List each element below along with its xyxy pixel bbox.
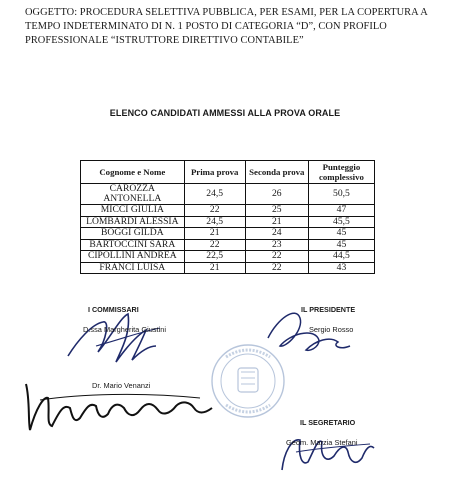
cell-first-test: 24,5 xyxy=(184,216,245,228)
subject-line-1: OGGETTO: PROCEDURA SELETTIVA PUBBLICA, PER ESAMI, PER LA COPERTURA A xyxy=(25,7,428,18)
col-header-total: Punteggio complessivo xyxy=(308,161,374,184)
signature-giustini xyxy=(68,314,156,362)
list-title: ELENCO CANDIDATI AMMESSI ALLA PROVA ORALE xyxy=(109,108,341,118)
cell-name: BOGGI GILDA xyxy=(81,228,185,240)
cell-name: FRANCI LUISA xyxy=(81,262,185,274)
cell-first-test: 22 xyxy=(184,239,245,251)
cell-total: 44,5 xyxy=(308,251,374,263)
cell-total: 45 xyxy=(308,239,374,251)
col-header-second-test: Seconda prova xyxy=(245,161,308,184)
cell-total: 45 xyxy=(308,228,374,240)
cell-first-test: 24,5 xyxy=(184,184,245,205)
col-header-name: Cognome e Nome xyxy=(81,161,185,184)
commissario-2-name: Dr. Mario Venanzi xyxy=(92,381,151,390)
subject-line-3: PROFESSIONALE “ISTRUTTORE DIRETTIVO CONTABILE” xyxy=(25,35,304,46)
signature-venanzi xyxy=(26,384,212,430)
cell-total: 43 xyxy=(308,262,374,274)
cell-name: LOMBARDI ALESSIA xyxy=(81,216,185,228)
cell-total: 45,5 xyxy=(308,216,374,228)
cell-second-test: 23 xyxy=(245,239,308,251)
segretario-title: IL SEGRETARIO xyxy=(300,418,356,427)
segretario-name: Geom. Marzia Stefani xyxy=(286,438,358,447)
cell-total: 50,5 xyxy=(308,184,374,205)
cell-second-test: 25 xyxy=(245,205,308,217)
commissari-title: I COMMISSARI xyxy=(88,305,139,314)
cell-second-test: 22 xyxy=(245,262,308,274)
col-header-first-test: Prima prova xyxy=(184,161,245,184)
cell-second-test: 22 xyxy=(245,251,308,263)
cell-name: CIPOLLINI ANDREA xyxy=(81,251,185,263)
cell-second-test: 24 xyxy=(245,228,308,240)
commissario-1-name: D.ssa Margherita Giustini xyxy=(83,325,166,334)
cell-name: BARTOCCINI SARA xyxy=(81,239,185,251)
cell-first-test: 22,5 xyxy=(184,251,245,263)
municipal-stamp-icon xyxy=(212,345,284,417)
cell-second-test: 26 xyxy=(245,184,308,205)
cell-first-test: 22 xyxy=(184,205,245,217)
presidente-title: IL PRESIDENTE xyxy=(301,305,356,314)
cell-first-test: 21 xyxy=(184,262,245,274)
cell-name: MICCI GIULIA xyxy=(81,205,185,217)
cell-total: 47 xyxy=(308,205,374,217)
subject-line-2: TEMPO INDETERMINATO DI N. 1 POSTO DI CATEGORIA “D”, CON PROFILO xyxy=(25,21,387,32)
cell-name: CAROZZA ANTONELLA xyxy=(81,184,185,205)
cell-first-test: 21 xyxy=(184,228,245,240)
cell-second-test: 21 xyxy=(245,216,308,228)
presidente-name: Sergio Rosso xyxy=(309,325,354,334)
